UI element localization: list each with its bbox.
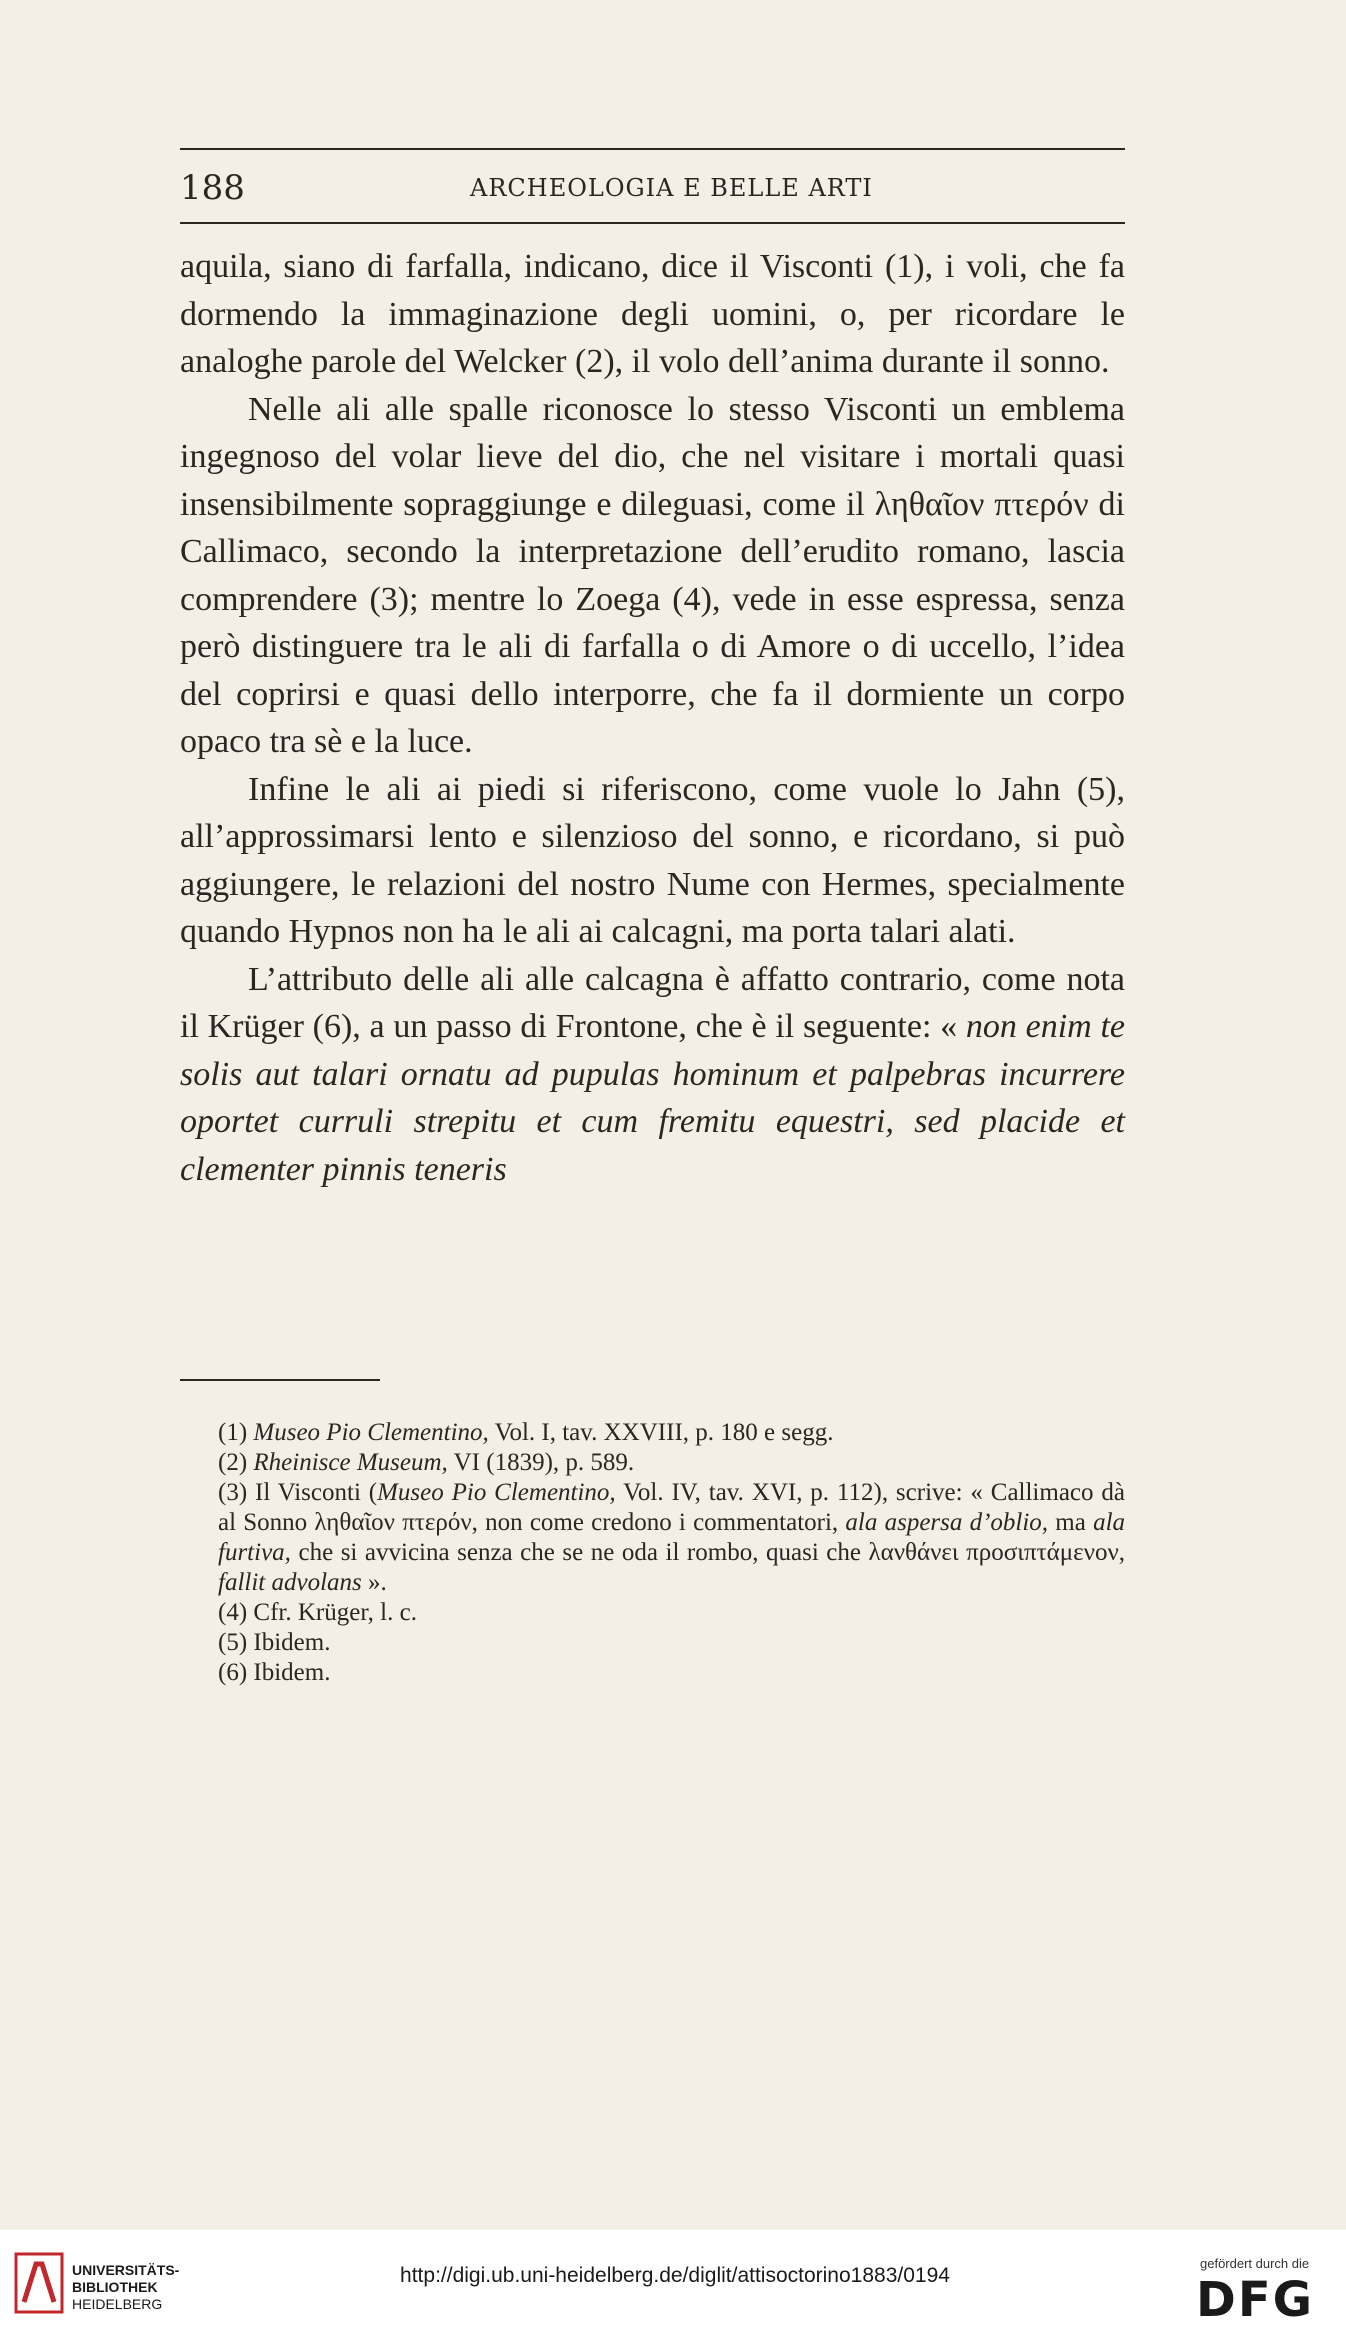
footnote-1-number: (1): [218, 1419, 248, 1446]
paragraph-4-latin-quote: non enim te solis aut talari ornatu ad pupulas hominum et palpebras incurrere oportet curruli strepitu et cum fremitu equestri, sed placide et clementer pinnis teneris: [180, 1008, 1125, 1188]
permalink-url[interactable]: http://digi.ub.uni-heidelberg.de/diglit/attisoctorino1883/0194: [400, 2264, 950, 2287]
footnote-4: (4) Cfr. Krüger, l. c.: [218, 1599, 417, 1626]
library-name: [72, 2262, 179, 2313]
footnote-3-part-c: ma: [1055, 1509, 1086, 1536]
footnote-6: (6) Ibidem.: [218, 1659, 331, 1686]
paragraph-2: Nelle ali alle spalle riconosce lo stesso Visconti un emblema ingegnoso del volar lieve del dio, che nel visitare i mortali quasi insensibilmente sopraggiunge e dileguasi, come il ληθαῖον πτερόν di Callimaco, secondo la interpretazione dell’erudito romano, lascia comprendere (3); mentre lo Zoega (4), vede in esse espressa, senza però distinguere tra le ali di farfalla o di Amore o di uccello, l’idea del coprirsi e quasi dello interporre, che fa il dormiente un corpo opaco tra sè e la luce.: [180, 390, 1125, 760]
footnote-3-italic-3: fallit advolans: [218, 1569, 362, 1596]
footnote-3-italic-1: ala aspersa d’oblio,: [845, 1509, 1049, 1536]
footnote-1-text: Vol. I, tav. XXVIII, p. 180 e segg.: [494, 1419, 834, 1446]
header-bottom-rule: [180, 222, 1125, 224]
footnote-3-italic-2: ala furtiva,: [218, 1509, 1126, 1566]
footnotes: [180, 1418, 1125, 1688]
library-name-line-3: HEIDELBERG: [72, 2296, 163, 2312]
footnote-2-title: Rheinisce Museum,: [253, 1449, 448, 1476]
paragraph-3: Infine le ali ai piedi si riferiscono, come vuole lo Jahn (5), all’approssimarsi lento e silenzioso del sonno, e ricordano, si può aggiungere, le relazioni del nostro Nume con Hermes, specialmente quando Hypnos non ha le ali ai calcagni, ma porta talari alati.: [180, 770, 1125, 950]
footnote-3-title: Museo Pio Clementino,: [377, 1479, 616, 1506]
page-number: 188: [180, 168, 245, 208]
library-name-line-2: BIBLIOTHEK: [72, 2279, 158, 2295]
footnote-5: (5) Ibidem.: [218, 1629, 331, 1656]
university-library-logo-icon: [14, 2252, 64, 2314]
footnote-3-part-b: Vol. IV, tav. XVI, p. 112), scrive: « Callimaco dà al Sonno ληθαῖον πτερόν, non come credono i commentatori,: [218, 1479, 1125, 1536]
footnote-1-title: Museo Pio Clementino,: [253, 1419, 489, 1446]
footnote-3-part-d: che si avvicina senza che se ne oda il rombo, quasi che λανθάνει προσιπτάμενον,: [298, 1539, 1126, 1566]
paragraph-1: aquila, siano di farfalla, indicano, dice il Visconti (1), i voli, che fa dormendo la immaginazione degli uomini, o, per ricordare le analoghe parole del Welcker (2), il volo dell’anima durante il sonno.: [180, 248, 1125, 380]
footnote-2-text: VI (1839), p. 589.: [453, 1449, 635, 1476]
body-text: [180, 243, 1125, 1193]
header-top-rule: [180, 148, 1125, 150]
paragraph-4-start: L’attributo delle ali alle calcagna è affatto contrario, come nota il Krüger (6), a un passo di Frontone, che è il seguente: «: [180, 960, 1125, 1045]
page-header: [180, 168, 1125, 208]
running-title: ARCHEOLOGIA E BELLE ARTI: [470, 174, 873, 202]
sponsor-note: gefördert durch die: [1200, 2256, 1310, 2271]
footnote-2: [180, 1448, 1125, 1478]
footnote-1: [180, 1418, 1125, 1448]
footnote-divider: [180, 1379, 380, 1381]
footnote-3-part-a: (3) Il Visconti (: [218, 1479, 378, 1506]
library-name-line-1: UNIVERSITÄTS-: [72, 2262, 180, 2278]
footnote-2-number: (2): [218, 1449, 248, 1476]
dfg-logo: DFG: [1196, 2272, 1315, 2328]
paragraph-4: [180, 956, 1125, 1194]
footnote-3: [180, 1478, 1125, 1598]
footnote-3-part-e: ».: [368, 1569, 387, 1596]
